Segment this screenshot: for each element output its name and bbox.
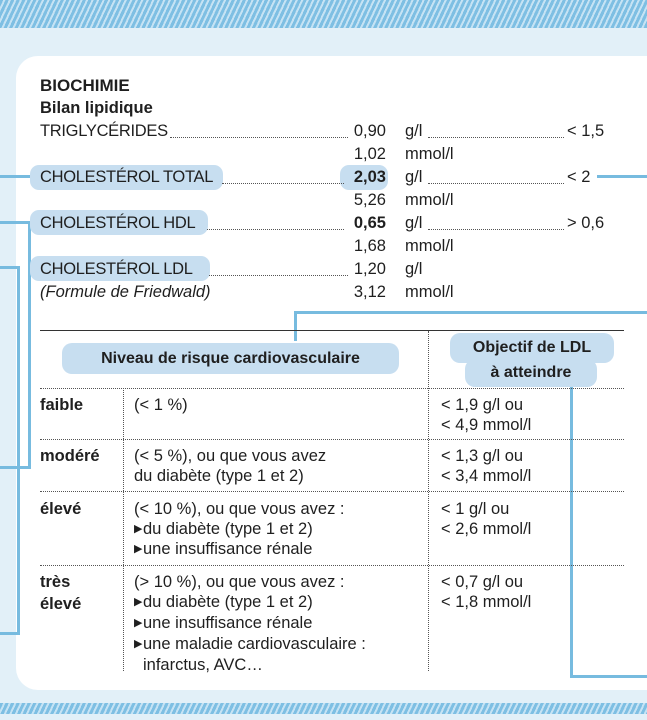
top-stripe-band: [0, 0, 647, 28]
risk-level: faible: [40, 396, 84, 414]
result-note: (Formule de Friedwald): [40, 283, 211, 301]
risk-level: élevé: [40, 500, 82, 518]
result-unit-mmol: mmol/l: [405, 283, 454, 301]
result-value-mmol: 5,26: [353, 191, 386, 209]
risk-level: modéré: [40, 447, 100, 465]
result-reference: < 1,5: [567, 122, 605, 140]
dotted-leader: [207, 229, 344, 230]
table-row-divider: [40, 439, 624, 440]
table-column-divider: [123, 388, 124, 671]
result-unit-g: g/l: [405, 260, 423, 278]
result-unit-mmol: mmol/l: [405, 145, 454, 163]
risk-objective: < 3,4 mmol/l: [441, 467, 532, 485]
dotted-leader: [170, 137, 348, 138]
connector-objective: [570, 358, 647, 678]
risk-objective: < 1,9 g/l ou: [441, 396, 524, 414]
triangle-bullet-icon: ▶: [134, 638, 143, 650]
section-subtitle: Bilan lipidique: [40, 99, 153, 117]
objective-header-line1: Objectif de LDL: [472, 339, 592, 356]
risk-header: Niveau de risque cardiovasculaire: [101, 350, 360, 367]
risk-level: très: [40, 573, 71, 591]
result-unit-mmol: mmol/l: [405, 237, 454, 255]
result-value-g: 0,65: [353, 214, 386, 232]
bottom-stripe-band: [0, 703, 647, 714]
section-title: BIOCHIMIE: [40, 76, 130, 95]
risk-level: élevé: [40, 595, 82, 613]
dotted-leader: [222, 183, 344, 184]
result-value-g: 1,20: [353, 260, 386, 278]
objective-header-line2: à atteindre: [490, 364, 572, 381]
risk-desc: du diabète (type 1 et 2): [143, 520, 313, 538]
result-name-triglycerides: TRIGLYCÉRIDES: [40, 122, 168, 140]
dotted-leader: [428, 229, 564, 230]
risk-objective: < 0,7 g/l ou: [441, 573, 524, 591]
result-name-cholesterol-ldl: CHOLESTÉROL LDL: [40, 260, 193, 278]
risk-desc: infarctus, AVC…: [143, 656, 263, 674]
risk-objective: < 1,8 mmol/l: [441, 593, 532, 611]
connector-total-right: [597, 175, 647, 178]
table-row-divider: [40, 565, 624, 566]
risk-objective: < 1,3 g/l ou: [441, 447, 524, 465]
triangle-bullet-icon: ▶: [134, 617, 143, 629]
risk-desc: (< 10 %), ou que vous avez :: [134, 500, 345, 518]
result-value-g: 0,90: [353, 122, 386, 140]
result-unit-g: g/l: [405, 122, 423, 140]
risk-desc: une insuffisance rénale: [143, 614, 313, 632]
triangle-bullet-icon: ▶: [134, 523, 143, 535]
result-reference: < 2: [567, 168, 591, 186]
result-value-mmol: 1,68: [353, 237, 386, 255]
result-value-mmol: 3,12: [353, 283, 386, 301]
result-unit-mmol: mmol/l: [405, 191, 454, 209]
risk-desc: (< 1 %): [134, 396, 188, 414]
risk-objective: < 4,9 mmol/l: [441, 416, 532, 434]
table-row-divider: [40, 491, 624, 492]
risk-desc: du diabète (type 1 et 2): [143, 593, 313, 611]
risk-desc: une maladie cardiovasculaire :: [143, 635, 366, 653]
connector-ldl: [0, 266, 20, 635]
risk-desc: (< 5 %), ou que vous avez: [134, 447, 327, 465]
table-top-rule: [40, 330, 624, 331]
result-unit-g: g/l: [405, 168, 423, 186]
result-name-cholesterol-hdl: CHOLESTÉROL HDL: [40, 214, 196, 232]
risk-desc: une insuffisance rénale: [143, 540, 313, 558]
dotted-leader: [428, 137, 564, 138]
dotted-leader: [209, 275, 348, 276]
table-column-divider: [428, 331, 429, 671]
triangle-bullet-icon: ▶: [134, 596, 143, 608]
dotted-leader: [428, 183, 564, 184]
result-unit-g: g/l: [405, 214, 423, 232]
risk-desc: du diabète (type 1 et 2): [134, 467, 304, 485]
result-name-cholesterol-total: CHOLESTÉROL TOTAL: [40, 168, 214, 186]
connector-total-left: [0, 175, 30, 178]
risk-desc: (> 10 %), ou que vous avez :: [134, 573, 345, 591]
table-row-divider: [40, 388, 624, 389]
result-value-g: 2,03: [353, 168, 386, 186]
risk-objective: < 2,6 mmol/l: [441, 520, 532, 538]
triangle-bullet-icon: ▶: [134, 543, 143, 555]
result-reference: > 0,6: [567, 214, 605, 232]
result-value-mmol: 1,02: [353, 145, 386, 163]
risk-objective: < 1 g/l ou: [441, 500, 510, 518]
